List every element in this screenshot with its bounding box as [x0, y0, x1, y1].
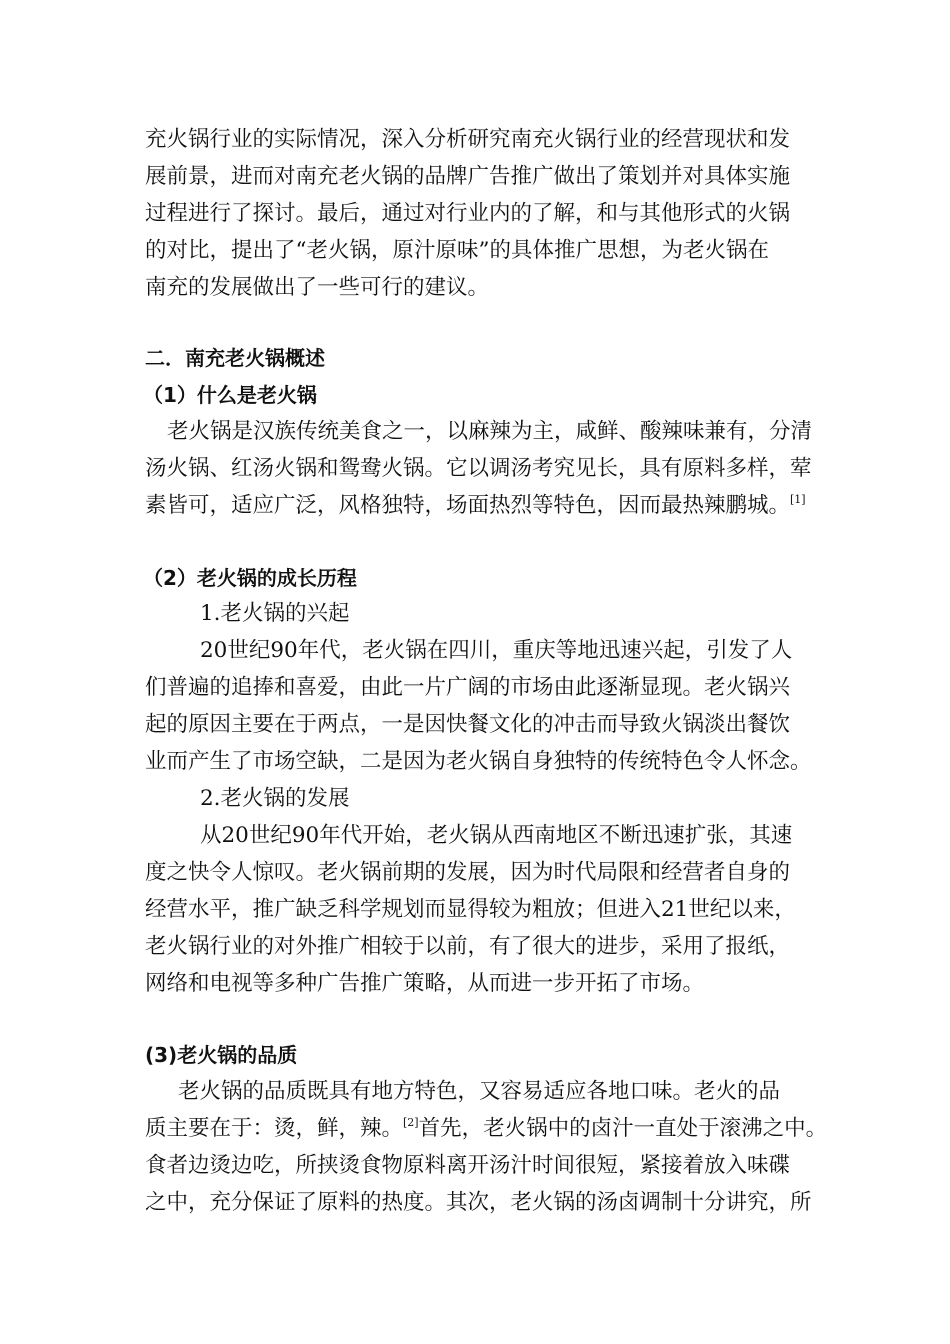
paragraph-line: [145, 1111, 827, 1147]
item-heading-2: 2.老火锅的发展: [200, 786, 350, 811]
paragraph-text: 首先，老火锅中的卤汁一直处于滚沸之中。: [418, 1116, 828, 1141]
paragraph-line: [145, 488, 806, 524]
paragraph-line: 经营水平，推广缺乏科学规划而显得较为粗放；但进入21世纪以来，: [145, 897, 796, 922]
paragraph-line: 食者边烫边吃，所挟烫食物原料离开汤汁时间很短，紧接着放入味碟: [145, 1153, 791, 1178]
paragraph-text: 素皆可，适应广泛，风格独特，场面热烈等特色，因而最热辣鹏城。: [145, 493, 791, 518]
paragraph-line: 老火锅行业的对外推广相较于以前，有了很大的进步，采用了报纸，: [145, 934, 791, 959]
paragraph-line: 老火锅的品质既具有地方特色，又容易适应各地口味。老火的品: [178, 1079, 781, 1104]
section-heading: 二．南充老火锅概述: [145, 346, 325, 370]
paragraph-line: 业而产生了市场空缺，二是因为老火锅自身独特的传统特色令人怀念。: [145, 749, 812, 774]
paragraph-line: 20世纪90年代，老火锅在四川，重庆等地迅速兴起，引发了人: [200, 638, 793, 663]
subsection-heading-3: (3)老火锅的品质: [145, 1043, 298, 1067]
item-heading-1: 1.老火锅的兴起: [200, 601, 350, 626]
citation-ref-2: [2]: [403, 1116, 419, 1129]
paragraph-line: 老火锅是汉族传统美食之一，以麻辣为主，咸鲜、酸辣味兼有，分清: [167, 419, 813, 444]
intro-line: 的对比，提出了“老火锅，原汁原味”的具体推广思想，为老火锅在: [145, 238, 769, 263]
paragraph-line: 们普遍的追捧和喜爱，由此一片广阔的市场由此逐渐显现。老火锅兴: [145, 675, 791, 700]
citation-ref-1: [1]: [790, 493, 806, 506]
paragraph-line: 网络和电视等多种广告推广策略，从而进一步开拓了市场。: [145, 971, 705, 996]
intro-line: 过程进行了探讨。最后，通过对行业内的了解，和与其他形式的火锅: [145, 201, 791, 226]
paragraph-line: 起的原因主要在于两点，一是因快餐文化的冲击而导致火锅淡出餐饮: [145, 712, 791, 737]
paragraph-line: 之中，充分保证了原料的热度。其次，老火锅的汤卤调制十分讲究，所: [145, 1190, 812, 1215]
subsection-heading-2: （2）老火锅的成长历程: [143, 566, 357, 590]
paragraph-text: 质主要在于：烫，鲜，辣。: [145, 1116, 404, 1141]
paragraph-line: 从20世纪90年代开始，老火锅从西南地区不断迅速扩张，其速: [200, 823, 793, 848]
intro-line: 展前景，进而对南充老火锅的品牌广告推广做出了策划并对具体实施: [145, 164, 791, 189]
intro-line: 充火锅行业的实际情况，深入分析研究南充火锅行业的经营现状和发: [145, 127, 791, 152]
paragraph-line: 度之快令人惊叹。老火锅前期的发展，因为时代局限和经营者自身的: [145, 860, 791, 885]
intro-line: 南充的发展做出了一些可行的建议。: [145, 275, 490, 300]
subsection-heading-1: （1）什么是老火锅: [143, 383, 317, 407]
paragraph-line: 汤火锅、红汤火锅和鸳鸯火锅。它以调汤考究见长，具有原料多样，荤: [145, 456, 812, 481]
